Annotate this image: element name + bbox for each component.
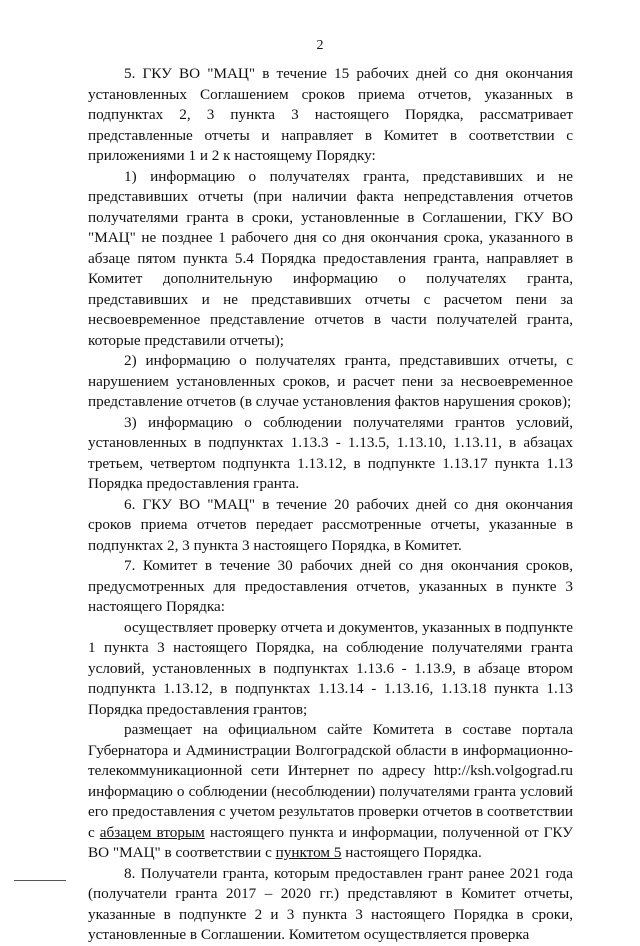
publication-text-middle: настоящего пункта и информации, полученной от ГКУ ВО "МАЦ" в соответствии с	[88, 823, 574, 861]
paragraph-7-clause-publication	[88, 720, 573, 864]
link-point-5[interactable]: пунктом 5	[275, 844, 342, 861]
document-body	[88, 64, 573, 946]
paragraph-8: 8. Получатели гранта, которым предоставлен грант ранее 2021 года (получатели гранта 2017 – 2020 гг.) представляют в Комитет отчеты, указанные в подпункте 2 и 3 пункта 3 настоящего Порядка в сроки, установленные в Соглашении. Комитетом осуществляется проверка	[88, 864, 573, 943]
paragraph-7-clause-verification: осуществляет проверку отчета и документов, указанных в подпункте 1 пункта 3 настоящего Порядка, на соблюдение получателями гранта условий, установленных в подпунктах 1.13.6 - 1.13.9, в абзаце втором подпункта 1.13.12, в подпунктах 1.13.14 - 1.13.16, 1.13.18 пункта 1.13 Порядка предоставления грантов;	[88, 618, 573, 718]
footer-divider	[14, 880, 66, 881]
link-second-paragraph[interactable]: абзацем вторым	[99, 823, 205, 841]
paragraph-5: 5. ГКУ ВО "МАЦ" в течение 15 рабочих дней со дня окончания установленных Соглашением сроков приема отчетов, указанных в подпунктах 2, 3 пункта 3 настоящего Порядка, рассматривает представленные отчеты и направляет в Комитет в соответствии с приложениями 1 и 2 к настоящему Порядку:	[88, 65, 573, 164]
paragraph-5-item-2: 2) информацию о получателях гранта, представивших отчеты, с нарушением установленных сроков, и расчет пени за несвоевременное представление отчетов (в случае установления фактов нарушения сроков);	[88, 352, 573, 410]
page-number: 2	[316, 38, 324, 53]
paragraph-6: 6. ГКУ ВО "МАЦ" в течение 20 рабочих дней со дня окончания сроков приема отчетов передает рассмотренные отчеты, указанные в подпунктах 2, 3 пункта 3 настоящего Порядка, в Комитет.	[88, 495, 573, 554]
paragraph-7: 7. Комитет в течение 30 рабочих дней со дня окончания сроков, предусмотренных для предоставления отчетов, указанных в пункте 3 настоящего Порядка:	[88, 557, 573, 615]
paragraph-5-item-3: 3) информацию о соблюдении получателями грантов условий, установленных в подпунктах 1.13.3 - 1.13.5, 1.13.10, 1.13.11, в абзацах третьем, четвертом подпункта 1.13.12, в подпункте 1.13.17 пункта 1.13 Порядка предоставления гранта.	[88, 413, 573, 492]
publication-text-start: размещает на официальном сайте Комитета в составе портала Губернатора и Администрации Волгоградской области в информационно-телекоммуникационной сети Интернет по адресу http://ksh.volgograd.ru информацию о соблюдении (несоблюдении) получателями гранта условий его предоставления с учетом результатов проверки отчетов в соответствии с	[88, 721, 573, 841]
publication-text-end: настоящего Порядка.	[341, 844, 482, 861]
paragraph-5-item-1: 1) информацию о получателях гранта, представивших и не представивших отчеты (при наличии факта непредставления отчетов получателями гранта в сроки, установленные в Соглашении, ГКУ ВО "МАЦ" не позднее 1 рабочего дня со дня окончания срока, указанного в абзаце пятом пункта 5.4 Порядка предоставления гранта, направляет в Комитет дополнительную информацию о получателях гранта, представивших и не представивших отчеты с расчетом пени за несвоевременное представление отчетов в части получателей гранта, которые представили отчеты);	[88, 167, 573, 349]
